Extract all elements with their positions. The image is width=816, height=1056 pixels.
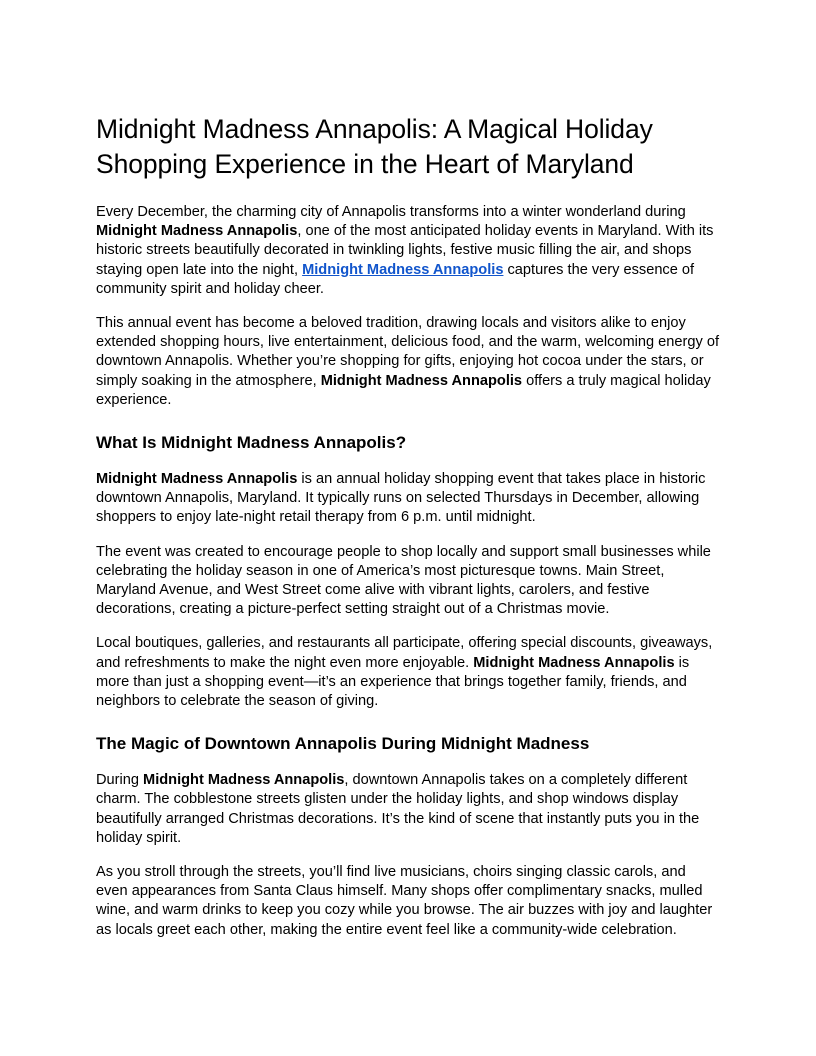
section1-p3-text-a: Local boutiques, galleries, and restaurants all participate, offering special discounts, giveaways, and refreshments to make the night even more enjoyable. — [96, 635, 713, 671]
section1-p1-text-a: is an annual holiday shopping event that takes place in historic downtown Annapolis, Maryland. It typically runs on selected Thursdays in December, allowing shoppers to enjoy late-night retail therapy from 6 p.m. until midnight. — [96, 471, 706, 526]
midnight-madness-link[interactable]: Midnight Madness Annapolis — [302, 261, 504, 278]
section-heading-magic: The Magic of Downtown Annapolis During Midnight Madness — [96, 734, 590, 754]
section1-paragraph-1 — [96, 470, 720, 528]
intro-p2-text-a: This annual event has become a beloved tradition, drawing locals and visitors alike to enjoy extended shopping hours, live entertainment, delicious food, and the warm, welcoming energy of downtown Annapolis. Whether you’re shopping for gifts, enjoying hot cocoa under the stars, or simply soaking in the atmosphere, — [96, 315, 720, 389]
intro-p1-text-a: Every December, the charming city of Annapolis transforms into a winter wonderland during — [96, 204, 686, 220]
section1-p3-text-b: is more than just a shopping event—it’s an experience that brings together family, friends, and neighbors to celebrate the season of giving. — [96, 654, 690, 710]
section2-paragraph-1 — [96, 771, 720, 848]
section-heading-what-is: What Is Midnight Madness Annapolis? — [96, 433, 407, 453]
document-page — [96, 112, 720, 955]
intro-p1-brand: Midnight Madness Annapolis — [96, 223, 298, 240]
section1-p3-brand: Midnight Madness Annapolis — [473, 654, 675, 671]
section1-paragraph-2: The event was created to encourage people to shop locally and support small businesses while celebrating the holiday season in one of America’s most picturesque towns. Main Street, Maryland Avenue, and West Street come alive with vibrant lights, carolers, and festive decorations, creating a picture-perfect setting straight out of a Christmas movie. — [96, 543, 711, 618]
intro-p1-text-c: captures the very essence of community spirit and holiday cheer. — [96, 261, 695, 297]
intro-paragraph-2 — [96, 314, 720, 410]
section1-p1-brand: Midnight Madness Annapolis — [96, 471, 298, 488]
intro-p2-text-b: offers a truly magical holiday experience. — [96, 372, 711, 408]
section2-p1-text-b: , downtown Annapolis takes on a completely different charm. The cobblestone streets glisten under the holiday lights, and shop windows display beautifully arranged Christmas decorations. It’s the kind of scene that instantly puts you in the holiday spirit. — [96, 772, 700, 846]
section2-p1-brand: Midnight Madness Annapolis — [143, 772, 345, 789]
intro-p2-brand: Midnight Madness Annapolis — [320, 372, 523, 389]
document-title: Midnight Madness Annapolis: A Magical Holiday Shopping Experience in the Heart of Maryland — [96, 114, 653, 179]
intro-paragraph-1 — [96, 203, 720, 299]
section2-p1-text-a: During — [96, 772, 144, 789]
section1-paragraph-3 — [96, 634, 720, 711]
intro-p1-text-b: , one of the most anticipated holiday events in Maryland. With its historic streets beautifully decorated in twinkling lights, festive music filling the air, and shops staying open late into the night, — [96, 223, 714, 278]
section2-paragraph-2: As you stroll through the streets, you’ll find live musicians, choirs singing classic carols, and even appearances from Santa Claus himself. Many shops offer complimentary snacks, mulled wine, and warm drinks to keep you cozy while you browse. The air buzzes with joy and laughter as locals greet each other, making the entire event feel like a community-wide celebration. — [96, 864, 713, 938]
